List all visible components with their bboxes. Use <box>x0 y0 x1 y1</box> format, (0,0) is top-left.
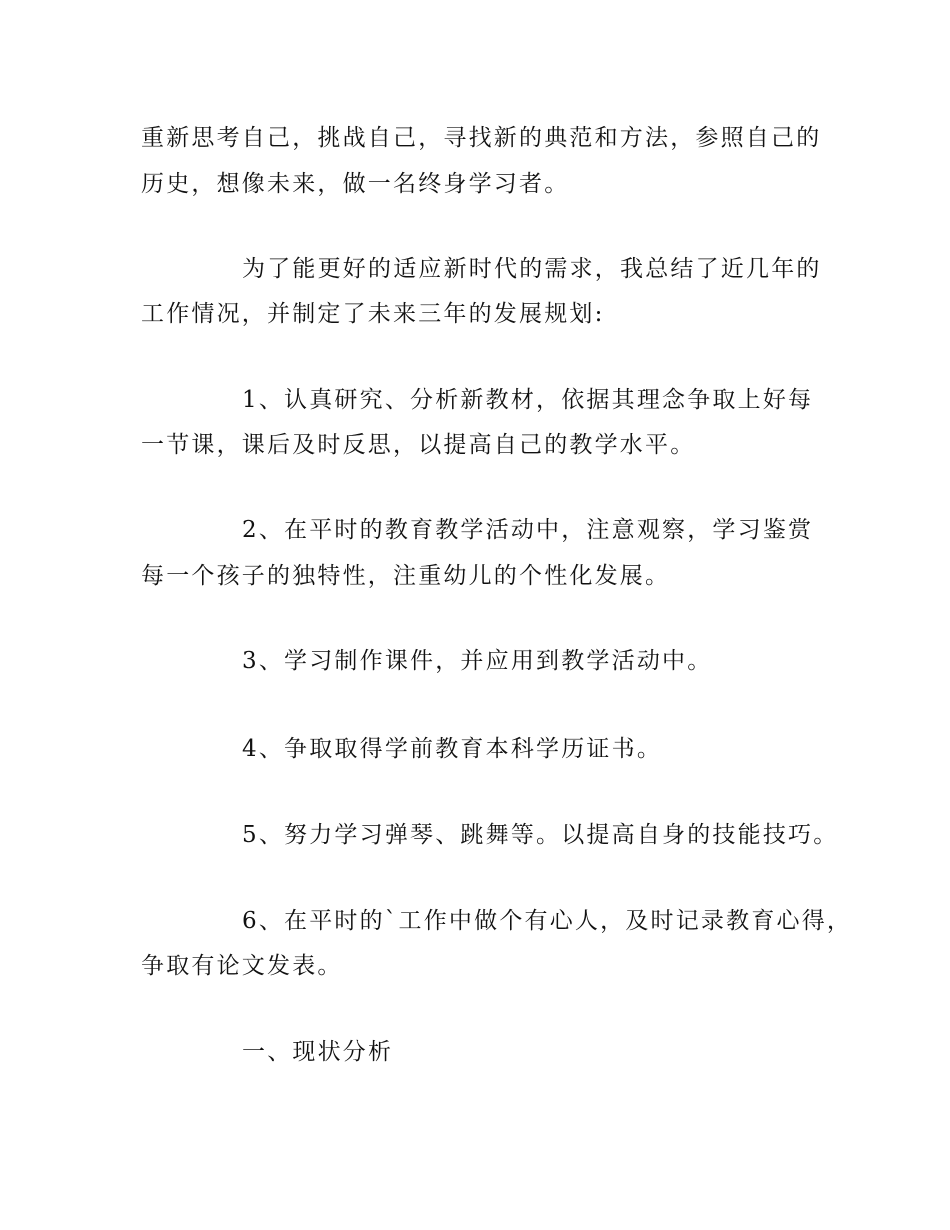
paragraph-4-line-1: 2、在平时的教育教学活动中，注意观察，学习鉴赏 <box>242 517 814 543</box>
paragraph-6-line-1: 4、争取取得学前教育本科学历证书。 <box>242 736 663 762</box>
paragraph-8-line-1: 6、在平时的`工作中做个有心人，及时记录教育心得， <box>242 908 853 934</box>
paragraph-7-line-1: 5、努力学习弹琴、跳舞等。以提高自身的技能技巧。 <box>242 822 839 848</box>
paragraph-1-line-2: 历史，想像未来，做一名终身学习者。 <box>141 171 570 197</box>
paragraph-2-line-2: 工作情况，并制定了未来三年的发展规划: <box>141 301 605 327</box>
paragraph-4-line-2: 每一个孩子的独特性，注重幼儿的个性化发展。 <box>141 563 671 589</box>
paragraph-8-line-2: 争取有论文发表。 <box>141 953 343 979</box>
section-heading: 一、现状分析 <box>242 1039 394 1065</box>
paragraph-5-line-1: 3、学习制作课件，并应用到教学活动中。 <box>242 648 713 674</box>
paragraph-3-line-2: 一节课，课后及时反思，以提高自己的教学水平。 <box>141 432 696 458</box>
paragraph-2-line-1: 为了能更好的适应新时代的需求，我总结了近几年的 <box>242 256 822 282</box>
paragraph-3-line-1: 1、认真研究、分析新教材，依据其理念争取上好每 <box>242 387 814 413</box>
paragraph-1-line-1: 重新思考自己，挑战自己，寻找新的典范和方法，参照自己的 <box>141 125 822 151</box>
